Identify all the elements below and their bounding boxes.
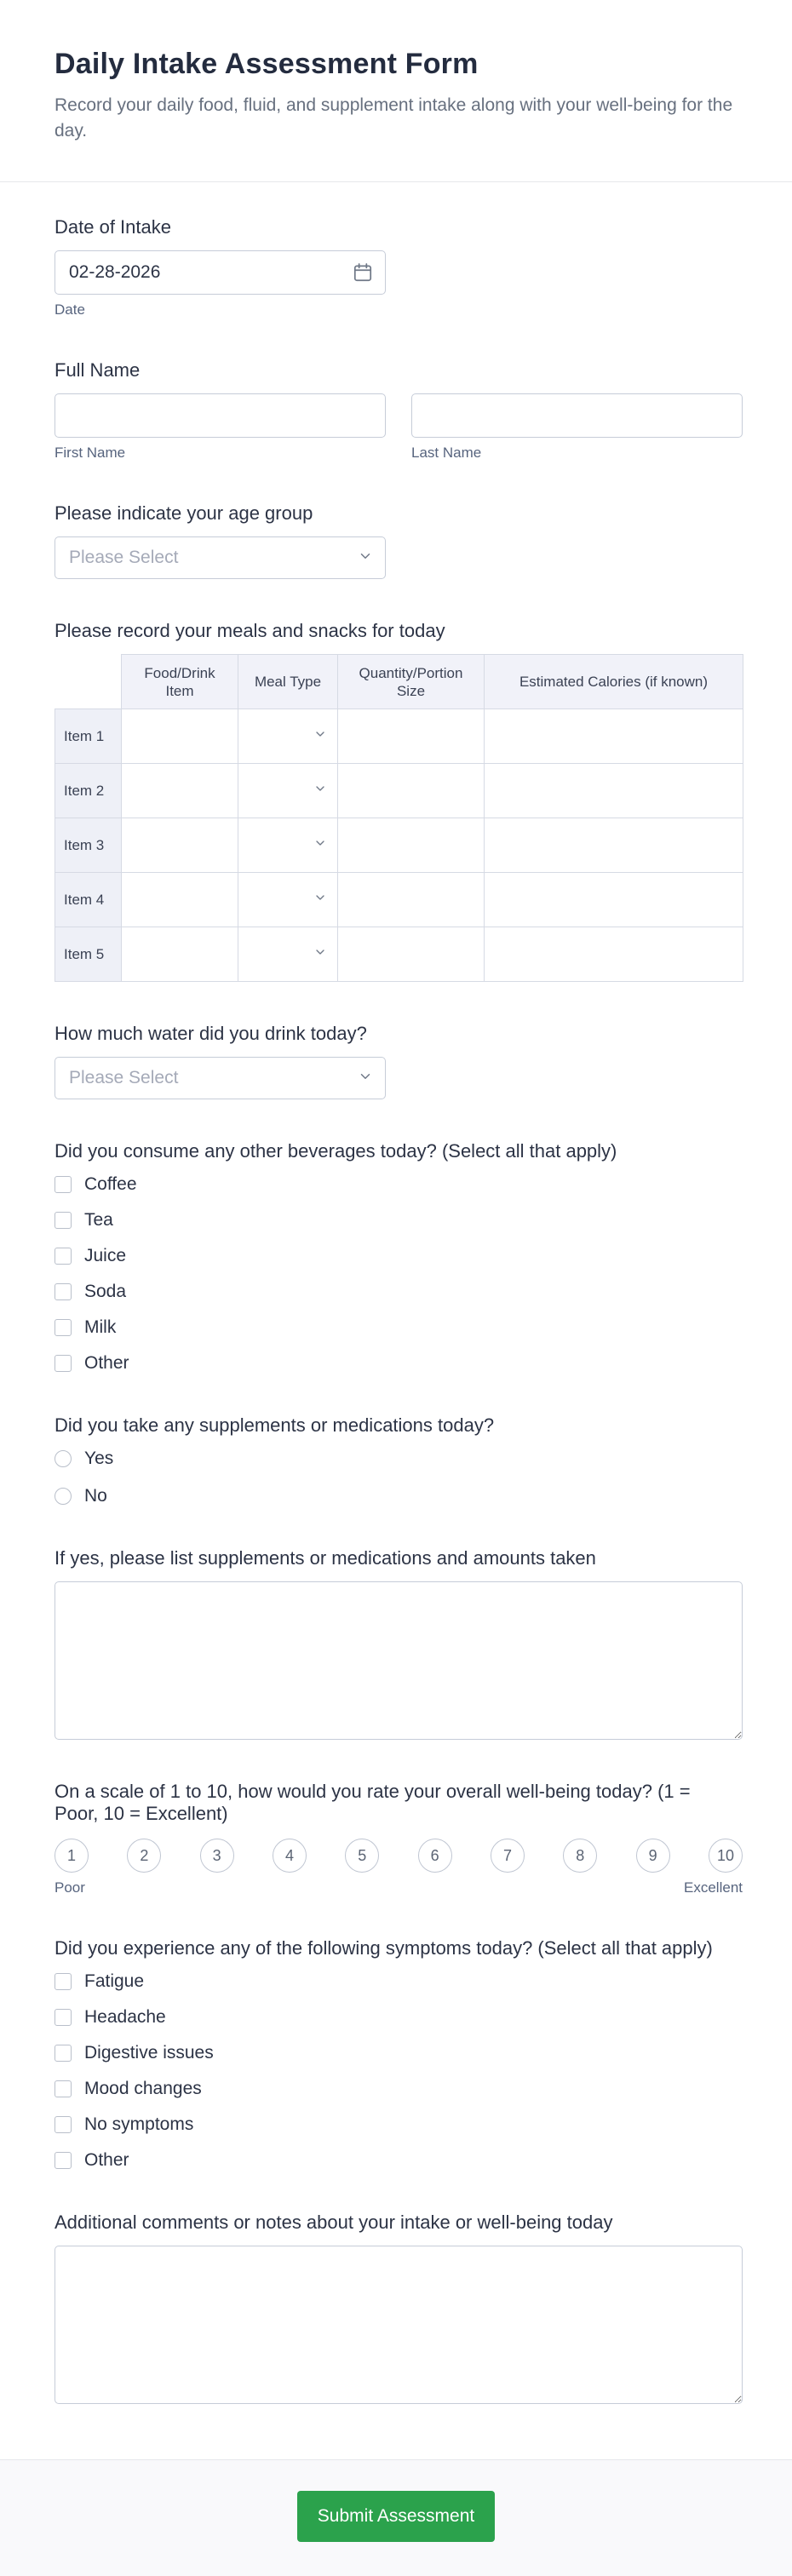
checkbox-option[interactable] <box>55 1317 737 1338</box>
checkbox[interactable] <box>55 2009 72 2026</box>
food-item-cell <box>122 873 238 927</box>
question-water <box>55 1023 737 1099</box>
food-item-input[interactable] <box>122 710 238 763</box>
question-meals-table <box>55 620 737 982</box>
scale-option[interactable]: 10 <box>709 1839 743 1873</box>
symptoms-label: Did you experience any of the following symptoms today? (Select all that apply) <box>55 1937 713 1959</box>
full-name-label: Full Name <box>55 359 141 381</box>
checkbox-option[interactable] <box>55 2114 737 2135</box>
food-item-input[interactable] <box>122 819 238 872</box>
checkbox[interactable] <box>55 2116 72 2133</box>
calories-input[interactable] <box>485 928 743 981</box>
checkbox-option[interactable] <box>55 1971 737 1992</box>
checkbox[interactable] <box>55 1212 72 1229</box>
column-header: Meal Type <box>238 655 338 709</box>
meals-table <box>55 654 743 982</box>
comments-textarea[interactable] <box>55 2246 743 2404</box>
form-header <box>0 0 792 182</box>
checkbox[interactable] <box>55 1176 72 1193</box>
scale-option[interactable]: 4 <box>273 1839 307 1873</box>
column-header: Estimated Calories (if known) <box>485 655 743 709</box>
question-age-group <box>55 502 737 579</box>
water-label: How much water did you drink today? <box>55 1023 367 1044</box>
chevron-down-icon <box>313 784 327 799</box>
submit-button[interactable]: Submit Assessment <box>297 2491 495 2542</box>
option-label: Mood changes <box>84 2079 202 2098</box>
row-header: Item 1 <box>55 709 122 764</box>
checkbox[interactable] <box>55 2152 72 2169</box>
corner-cell <box>55 655 122 709</box>
scale-end-labels <box>55 1879 743 1896</box>
chevron-down-icon <box>358 548 373 568</box>
question-date <box>55 216 737 318</box>
scale-option[interactable]: 8 <box>563 1839 597 1873</box>
calories-input[interactable] <box>485 710 743 763</box>
supplements-list-label: If yes, please list supplements or medications and amounts taken <box>55 1547 596 1569</box>
age-group-select[interactable] <box>55 536 386 579</box>
wellbeing-scale-label: On a scale of 1 to 10, how would you rate your overall well-being today? (1 = Poor, 10 = Excellent) <box>55 1781 691 1824</box>
checkbox-option[interactable] <box>55 2043 737 2063</box>
row-header: Item 5 <box>55 927 122 982</box>
meals-table-row <box>55 927 743 982</box>
question-comments <box>55 2212 737 2404</box>
chevron-down-icon <box>313 893 327 908</box>
calories-cell <box>485 927 743 982</box>
radio-option[interactable] <box>55 1486 737 1506</box>
checkbox-option[interactable] <box>55 1353 737 1374</box>
quantity-input[interactable] <box>338 874 484 927</box>
food-item-input[interactable] <box>122 928 238 981</box>
meals-table-label: Please record your meals and snacks for today <box>55 620 445 641</box>
scale-option[interactable]: 3 <box>200 1839 234 1873</box>
quantity-input[interactable] <box>338 765 484 818</box>
scale-max-label: Excellent <box>684 1879 743 1896</box>
date-input[interactable] <box>55 250 386 295</box>
form-footer <box>0 2459 792 2576</box>
scale-option[interactable]: 6 <box>418 1839 452 1873</box>
calories-input[interactable] <box>485 765 743 818</box>
option-label: Milk <box>84 1317 117 1337</box>
meal-type-select-cell[interactable] <box>238 709 338 764</box>
question-beverages <box>55 1140 737 1374</box>
option-label: Digestive issues <box>84 2043 214 2063</box>
radio-option[interactable] <box>55 1449 737 1469</box>
meal-type-select-cell[interactable] <box>238 927 338 982</box>
supplements-label: Did you take any supplements or medications today? <box>55 1414 495 1436</box>
checkbox[interactable] <box>55 1355 72 1372</box>
meal-type-select-cell[interactable] <box>238 818 338 873</box>
calories-cell <box>485 818 743 873</box>
option-label: Tea <box>84 1210 113 1230</box>
food-item-input[interactable] <box>122 874 238 927</box>
question-symptoms <box>55 1937 737 2171</box>
checkbox-option[interactable] <box>55 2150 737 2171</box>
checkbox[interactable] <box>55 1248 72 1265</box>
chevron-down-icon <box>313 730 327 744</box>
food-item-cell <box>122 764 238 818</box>
date-label: Date of Intake <box>55 216 171 238</box>
checkbox-option[interactable] <box>55 1174 737 1195</box>
checkbox[interactable] <box>55 2080 72 2097</box>
calories-cell <box>485 709 743 764</box>
column-header: Food/Drink Item <box>122 655 238 709</box>
column-header: Quantity/Portion Size <box>338 655 485 709</box>
date-sublabel: Date <box>55 301 85 318</box>
checkbox-option[interactable] <box>55 2007 737 2028</box>
form-subtitle: Record your daily food, fluid, and supplement intake along with your well-being for the day. <box>55 95 733 141</box>
supplements-options <box>55 1449 737 1506</box>
option-label: Yes <box>84 1449 114 1468</box>
meals-table-row <box>55 818 743 873</box>
question-supplements <box>55 1414 737 1506</box>
scale-option[interactable]: 9 <box>636 1839 670 1873</box>
calories-cell <box>485 873 743 927</box>
checkbox-option[interactable] <box>55 1282 737 1302</box>
comments-label: Additional comments or notes about your intake or well-being today <box>55 2212 613 2233</box>
age-group-label: Please indicate your age group <box>55 502 313 524</box>
chevron-down-icon <box>313 948 327 962</box>
option-label: No <box>84 1486 107 1506</box>
last-name-sublabel: Last Name <box>411 445 482 461</box>
last-name-input[interactable] <box>411 393 743 438</box>
water-select-value: Please Select <box>69 1068 179 1087</box>
option-label: No symptoms <box>84 2114 194 2134</box>
question-full-name <box>55 359 737 462</box>
calendar-icon[interactable] <box>352 261 374 284</box>
checkbox-option[interactable] <box>55 2079 737 2099</box>
age-group-select-value: Please Select <box>69 548 179 567</box>
option-label: Other <box>84 1353 129 1373</box>
quantity-cell <box>338 818 485 873</box>
scale-min-label: Poor <box>55 1879 85 1896</box>
meals-table-row <box>55 709 743 764</box>
first-name-input[interactable] <box>55 393 386 438</box>
quantity-cell <box>338 764 485 818</box>
checkbox[interactable] <box>55 2045 72 2062</box>
first-name-sublabel: First Name <box>55 445 126 461</box>
option-label: Other <box>84 2150 129 2170</box>
page-title: Daily Intake Assessment Form <box>55 48 479 80</box>
radio-button[interactable] <box>55 1450 72 1467</box>
question-supplements-list <box>55 1547 737 1740</box>
row-header: Item 4 <box>55 873 122 927</box>
calories-input[interactable] <box>485 874 743 927</box>
calories-input[interactable] <box>485 819 743 872</box>
option-label: Juice <box>84 1246 127 1265</box>
symptoms-options <box>55 1971 737 2171</box>
option-label: Soda <box>84 1282 127 1301</box>
quantity-cell <box>338 709 485 764</box>
quantity-input[interactable] <box>338 819 484 872</box>
checkbox-option[interactable] <box>55 1246 737 1266</box>
food-item-input[interactable] <box>122 765 238 818</box>
question-wellbeing-scale <box>55 1781 743 1896</box>
chevron-down-icon <box>358 1069 373 1088</box>
supplements-list-textarea[interactable] <box>55 1581 743 1740</box>
scale-option[interactable]: 1 <box>55 1839 89 1873</box>
meals-table-row <box>55 873 743 927</box>
water-select[interactable] <box>55 1057 386 1099</box>
option-label: Coffee <box>84 1174 137 1194</box>
row-header: Item 3 <box>55 818 122 873</box>
food-item-cell <box>122 709 238 764</box>
checkbox[interactable] <box>55 1283 72 1300</box>
calories-cell <box>485 764 743 818</box>
scale-option[interactable]: 5 <box>345 1839 379 1873</box>
row-header: Item 2 <box>55 764 122 818</box>
checkbox[interactable] <box>55 1973 72 1990</box>
wellbeing-scale <box>55 1839 743 1873</box>
meal-type-select-cell[interactable] <box>238 764 338 818</box>
checkbox[interactable] <box>55 1319 72 1336</box>
beverages-options <box>55 1174 737 1374</box>
last-name-col <box>411 393 743 462</box>
meal-type-select-cell[interactable] <box>238 873 338 927</box>
checkbox-option[interactable] <box>55 1210 737 1231</box>
option-label: Fatigue <box>84 1971 145 1991</box>
chevron-down-icon <box>313 839 327 853</box>
beverages-label: Did you consume any other beverages today? (Select all that apply) <box>55 1140 617 1162</box>
quantity-input[interactable] <box>338 710 484 763</box>
food-item-cell <box>122 927 238 982</box>
radio-button[interactable] <box>55 1488 72 1505</box>
quantity-cell <box>338 873 485 927</box>
name-row <box>55 393 737 462</box>
scale-option[interactable]: 7 <box>491 1839 525 1873</box>
scale-option[interactable]: 2 <box>127 1839 161 1873</box>
date-input-wrap <box>55 250 386 295</box>
form-body <box>0 182 792 2447</box>
meals-table-row <box>55 764 743 818</box>
option-label: Headache <box>84 2007 166 2027</box>
food-item-cell <box>122 818 238 873</box>
meals-table-header-row <box>55 655 743 709</box>
first-name-col <box>55 393 386 462</box>
quantity-input[interactable] <box>338 928 484 981</box>
quantity-cell <box>338 927 485 982</box>
